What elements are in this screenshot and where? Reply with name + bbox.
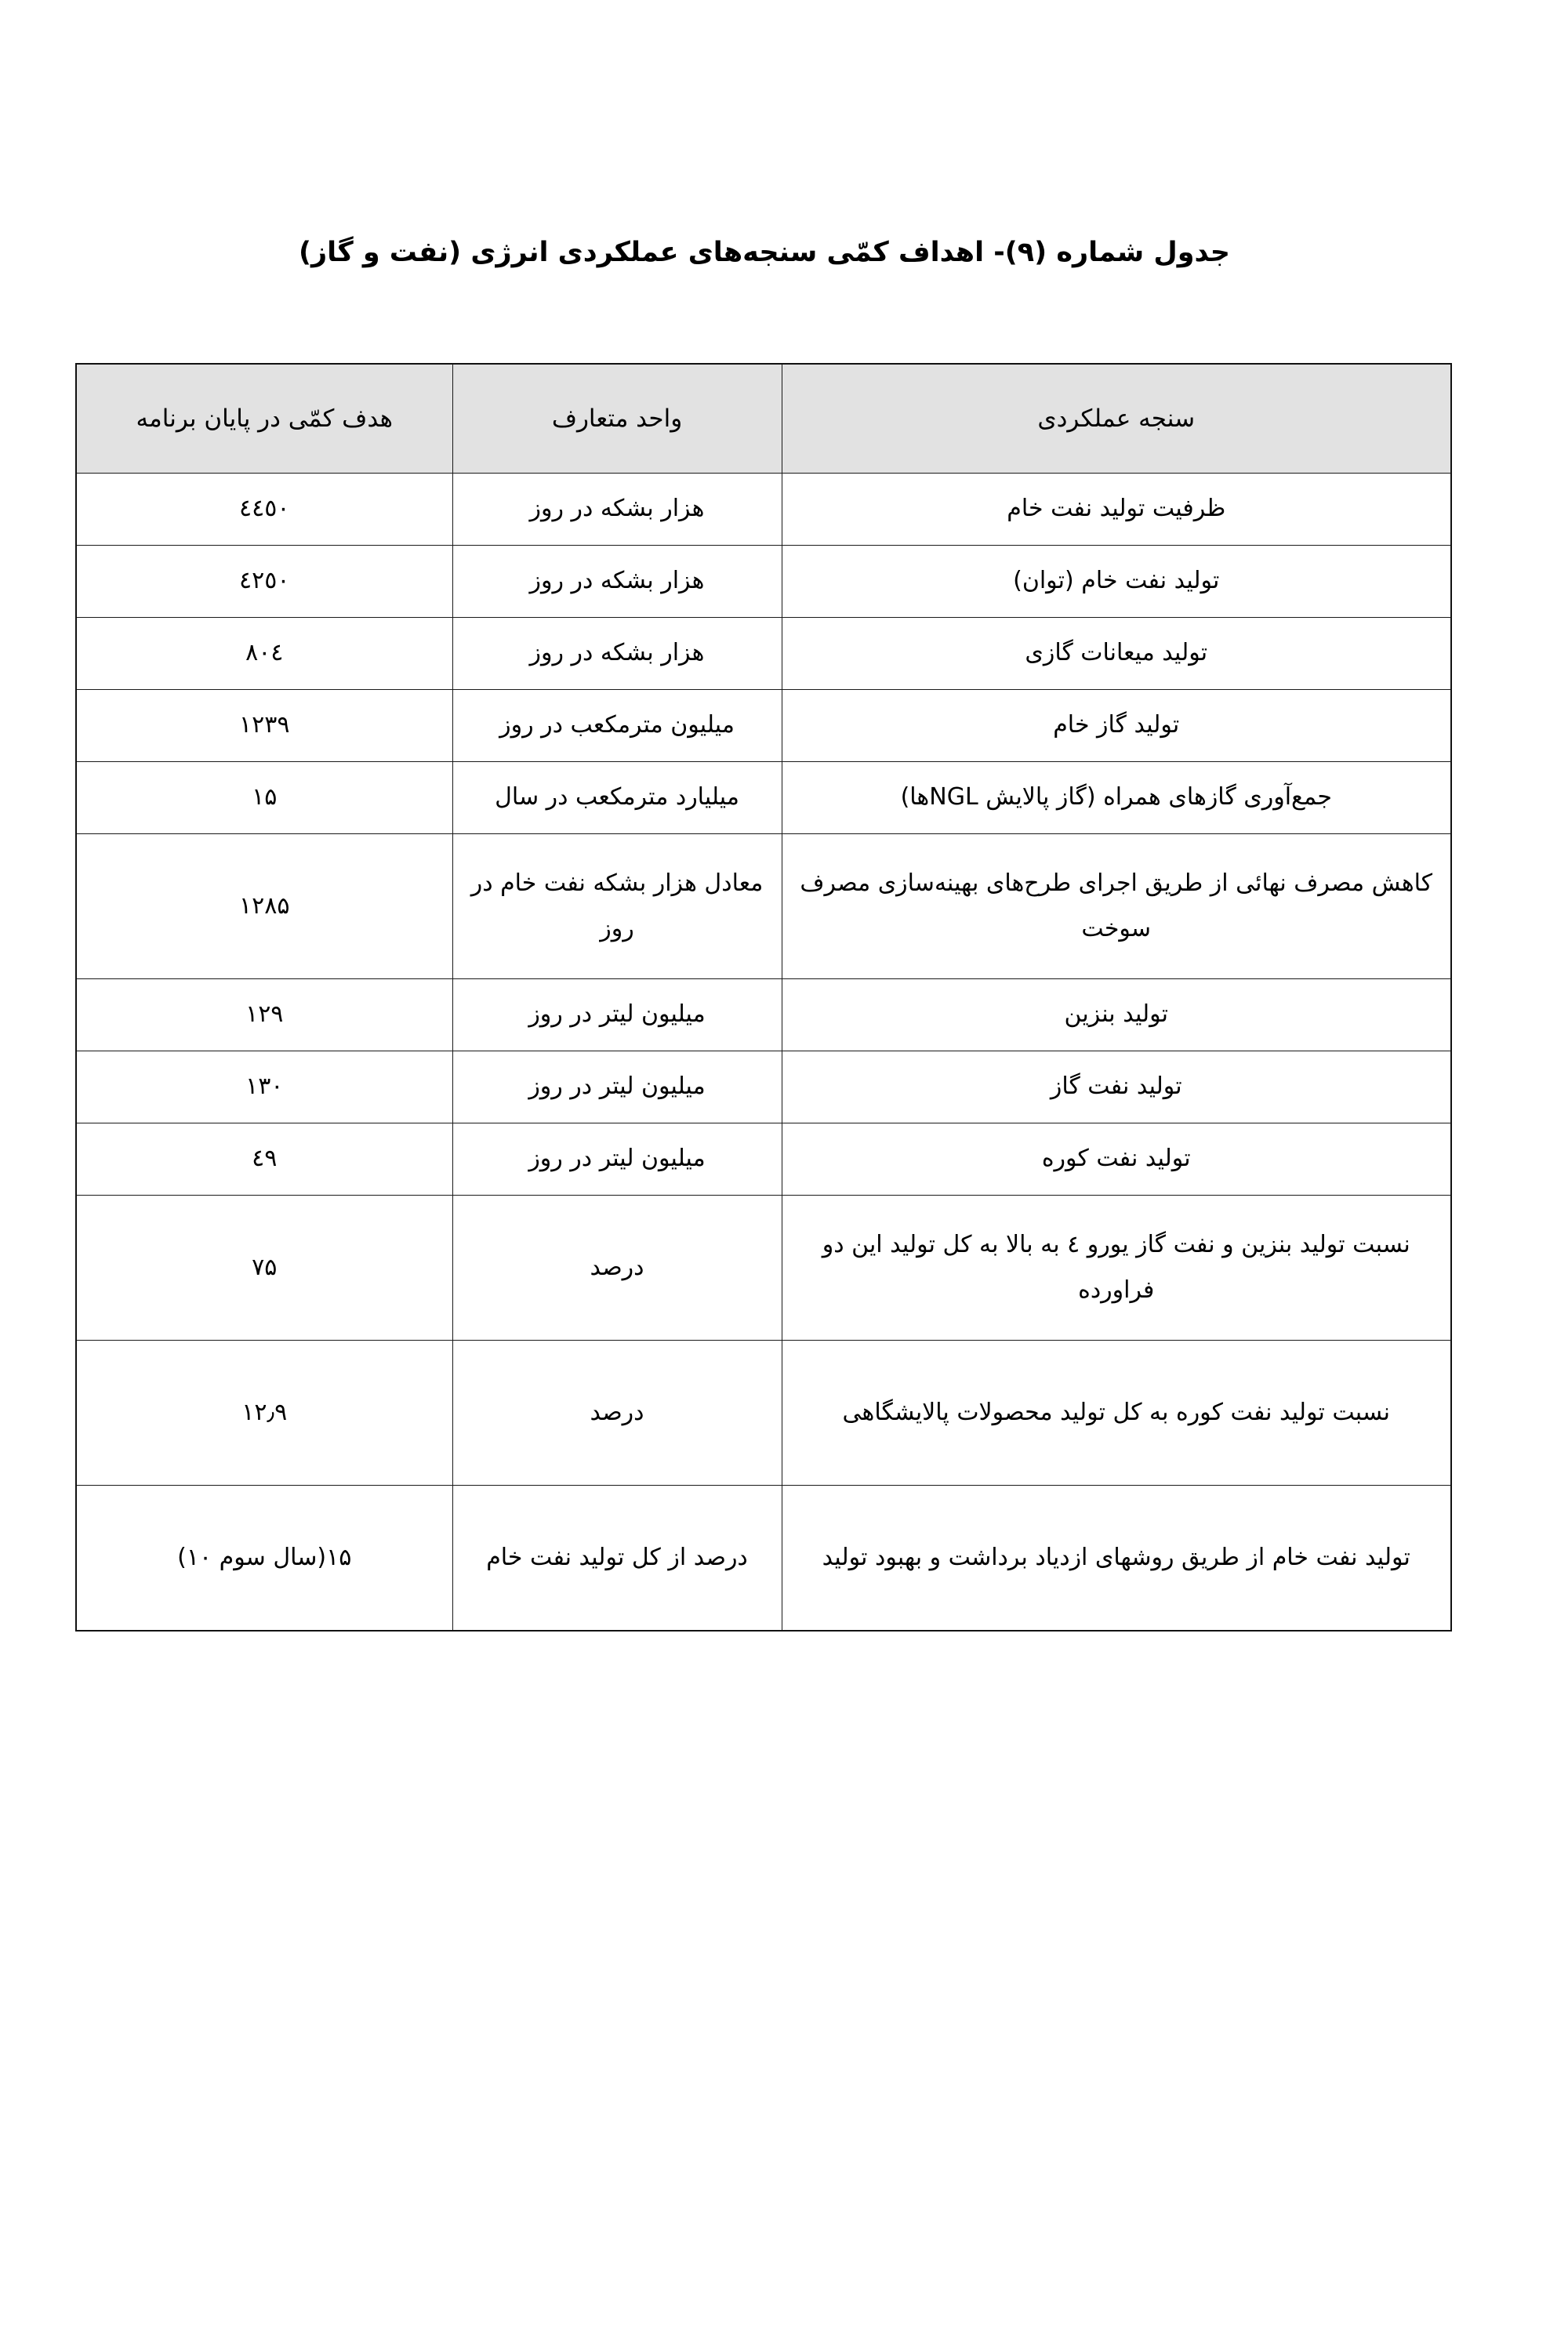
cell-performance-measure: تولید بنزین <box>782 979 1451 1051</box>
cell-performance-measure: کاهش مصرف نهائی از طریق اجرای طرح‌های بهینه‌سازی مصرف سوخت <box>782 834 1451 979</box>
cell-target-value: ۱۵ <box>76 762 452 834</box>
cell-conventional-unit: هزار بشکه در روز <box>452 618 782 690</box>
cell-conventional-unit: میلیون لیتر در روز <box>452 979 782 1051</box>
cell-target-value: ٤٩ <box>76 1123 452 1196</box>
table-row <box>76 618 1451 690</box>
table-row <box>76 474 1451 546</box>
table-row <box>76 762 1451 834</box>
cell-performance-measure: نسبت تولید نفت کوره به کل تولید محصولات پالایشگاهی <box>782 1341 1451 1486</box>
table-row <box>76 1341 1451 1486</box>
cell-performance-measure: تولید نفت گاز <box>782 1051 1451 1123</box>
cell-performance-measure: نسبت تولید بنزین و نفت گاز یورو ٤ به بالا به کل تولید این دو فراورده <box>782 1196 1451 1341</box>
page-title: جدول شماره (۹)- اهداف کمّی سنجه‌های عملکردی انرژی (نفت و گاز) <box>299 237 1230 268</box>
cell-performance-measure: تولید میعانات گازی <box>782 618 1451 690</box>
cell-performance-measure: تولید نفت کوره <box>782 1123 1451 1196</box>
table-row <box>76 1196 1451 1341</box>
cell-conventional-unit: میلیارد مترمکعب در سال <box>452 762 782 834</box>
cell-conventional-unit: میلیون لیتر در روز <box>452 1123 782 1196</box>
cell-performance-measure: تولید نفت خام از طریق روشهای ازدیاد برداشت و بهبود تولید <box>782 1486 1451 1632</box>
column-header-unit: واحد متعارف <box>452 364 782 474</box>
cell-target-value: ٨٠٤ <box>76 618 452 690</box>
cell-target-value: ٤٢٥٠ <box>76 546 452 618</box>
cell-target-value: ۱۲۹ <box>76 979 452 1051</box>
table-row <box>76 1123 1451 1196</box>
performance-targets-table <box>75 363 1452 1632</box>
cell-target-value: ٤٤٥٠ <box>76 474 452 546</box>
cell-performance-measure: تولید نفت خام (توان) <box>782 546 1451 618</box>
table-header-row <box>76 364 1451 474</box>
table-row <box>76 546 1451 618</box>
table-row <box>76 1486 1451 1632</box>
cell-conventional-unit: هزار بشکه در روز <box>452 474 782 546</box>
cell-conventional-unit: میلیون مترمکعب در روز <box>452 690 782 762</box>
cell-performance-measure: ظرفیت تولید نفت خام <box>782 474 1451 546</box>
cell-conventional-unit: درصد <box>452 1196 782 1341</box>
cell-target-value: ۱۳۰ <box>76 1051 452 1123</box>
cell-conventional-unit: هزار بشکه در روز <box>452 546 782 618</box>
table-row <box>76 1051 1451 1123</box>
cell-target-value: ۱۲۸۵ <box>76 834 452 979</box>
cell-performance-measure: تولید گاز خام <box>782 690 1451 762</box>
table-header <box>76 364 1451 474</box>
cell-target-value: ۱۲٫۹ <box>76 1341 452 1486</box>
cell-performance-measure: جمع‌آوری گازهای همراه (گاز پالایش NGLها) <box>782 762 1451 834</box>
performance-targets-table-container <box>77 363 1452 1632</box>
cell-conventional-unit: معادل هزار بشکه نفت خام در روز <box>452 834 782 979</box>
cell-conventional-unit: درصد <box>452 1341 782 1486</box>
table-row <box>76 834 1451 979</box>
table-body <box>76 474 1451 1632</box>
cell-conventional-unit: درصد از کل تولید نفت خام <box>452 1486 782 1632</box>
table-row <box>76 979 1451 1051</box>
cell-target-value: ۱۲۳۹ <box>76 690 452 762</box>
cell-target-value: ۷۵ <box>76 1196 452 1341</box>
cell-conventional-unit: میلیون لیتر در روز <box>452 1051 782 1123</box>
table-row <box>76 690 1451 762</box>
column-header-value: هدف کمّی در پایان برنامه <box>76 364 452 474</box>
column-header-measure: سنجه عملکردی <box>782 364 1451 474</box>
cell-target-value: ۱۵(سال سوم ۱۰) <box>76 1486 452 1632</box>
